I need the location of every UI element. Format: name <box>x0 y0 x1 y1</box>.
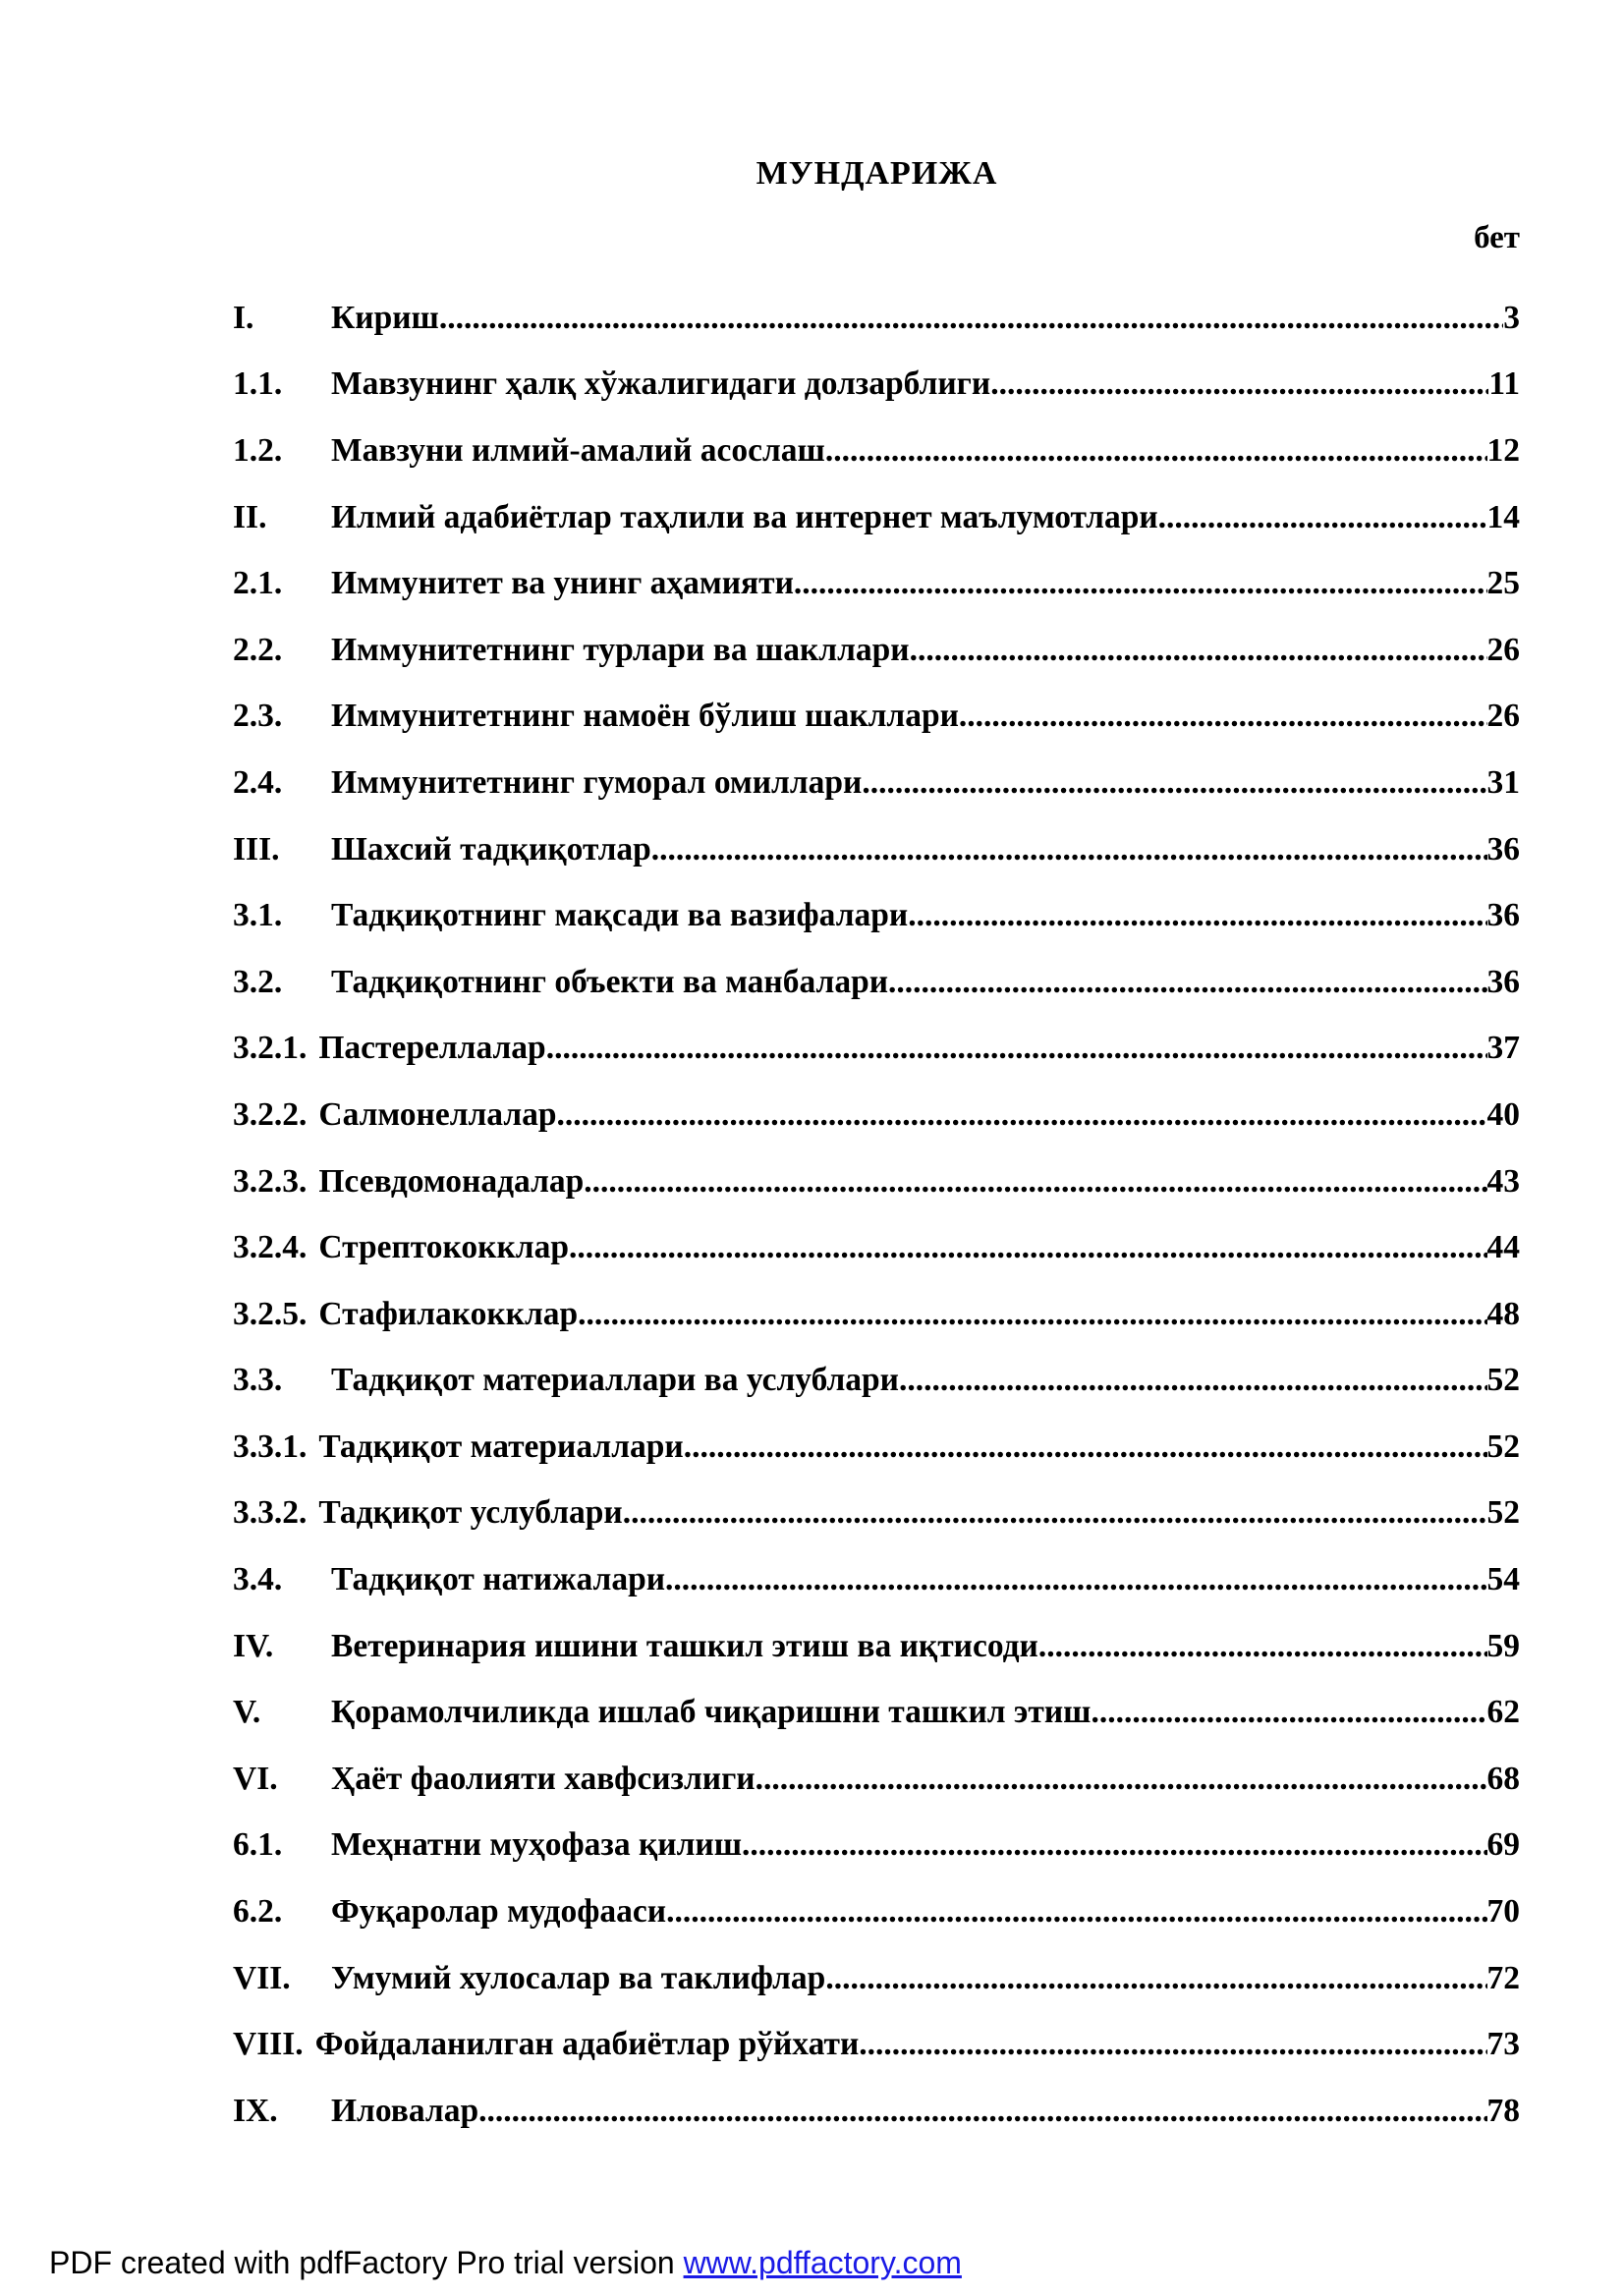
toc-entry-title: Тадқиқот материаллари ва услублари <box>331 1362 899 1399</box>
toc-entry-number: 3.2.4. <box>233 1229 308 1266</box>
toc-dot-leader <box>439 300 1503 337</box>
toc-entry-page: 69 <box>1486 1826 1520 1864</box>
toc-entry[interactable] <box>233 550 1520 617</box>
toc-entry-page: 68 <box>1486 1760 1520 1797</box>
toc-entry[interactable] <box>233 1945 1520 2012</box>
toc-dot-leader <box>825 1960 1486 1997</box>
toc-entry-title: Фуқаролар мудофааси <box>331 1893 667 1931</box>
toc-entry-number: 3.2.1. <box>233 1030 308 1067</box>
toc-entry-number: VII. <box>233 1959 291 1996</box>
toc-entry-title: Иммунитет ва унинг аҳамияти <box>331 565 794 602</box>
toc-entry[interactable] <box>233 1613 1520 1680</box>
toc-dot-leader <box>1158 499 1487 536</box>
toc-entry-title: Тадқиқот натижалари <box>331 1561 666 1598</box>
toc-entry-title: Умумий хулосалар ва таклифлар <box>331 1959 826 1996</box>
toc-dot-leader <box>684 1428 1487 1466</box>
toc-entry-page: 43 <box>1486 1162 1520 1200</box>
toc-entry-title: Кириш <box>331 299 439 336</box>
toc-entry-title: Тадқиқотнинг мақсади ва вазифалари <box>331 897 909 934</box>
toc-dot-leader <box>623 1494 1487 1532</box>
toc-entry[interactable] <box>233 2078 1520 2145</box>
toc-entry-page: 36 <box>1486 830 1520 868</box>
toc-entry-number: 2.1. <box>233 565 283 602</box>
toc-entry-number: VIII. <box>233 2026 304 2063</box>
toc-entry-title: Иммунитетнинг турлари ва шакллари <box>331 631 910 668</box>
toc-entry-page: 31 <box>1486 763 1520 801</box>
toc-entry-page: 72 <box>1486 1959 1520 1996</box>
toc-entry-number: II. <box>233 498 267 535</box>
toc-dot-leader <box>557 1096 1487 1134</box>
toc-dot-leader <box>665 1561 1486 1598</box>
toc-entry-page: 37 <box>1486 1030 1520 1067</box>
toc-entry[interactable] <box>233 1281 1520 1348</box>
toc-entry[interactable] <box>233 617 1520 684</box>
toc-entry-number: 3.1. <box>233 897 283 934</box>
toc-entry[interactable] <box>233 352 1520 419</box>
toc-entry[interactable] <box>233 882 1520 949</box>
toc-entry-page: 52 <box>1486 1494 1520 1532</box>
toc-entry[interactable] <box>233 1679 1520 1746</box>
toc-dot-leader <box>666 1893 1486 1931</box>
footer-text: PDF created with pdfFactory Pro trial version <box>49 2245 684 2280</box>
toc-entry-page: 25 <box>1486 565 1520 602</box>
page-title: МУНДАРИЖА <box>756 155 998 192</box>
toc-entry-page: 14 <box>1486 498 1520 535</box>
toc-entry[interactable] <box>233 1746 1520 1813</box>
toc-entry-page: 70 <box>1486 1893 1520 1931</box>
table-of-contents <box>233 285 1520 2145</box>
toc-entry[interactable] <box>233 418 1520 484</box>
toc-entry-page: 26 <box>1486 631 1520 668</box>
toc-dot-leader <box>990 365 1488 403</box>
toc-dot-leader <box>569 1229 1487 1266</box>
toc-entry-page: 44 <box>1486 1229 1520 1266</box>
toc-entry-title: Ветеринария ишини ташкил этиш ва иқтисоди <box>331 1627 1038 1664</box>
toc-entry-title: Пастереллалар <box>318 1030 546 1067</box>
toc-entry[interactable] <box>233 1546 1520 1613</box>
toc-dot-leader <box>1091 1694 1486 1731</box>
toc-entry-page: 40 <box>1486 1095 1520 1133</box>
toc-dot-leader <box>546 1030 1487 1067</box>
toc-entry-title: Тадқиқот услублари <box>318 1494 623 1532</box>
toc-entry-title: Тадқиқот материаллари <box>318 1428 684 1465</box>
toc-dot-leader <box>899 1362 1487 1399</box>
toc-entry-number: 3.3.1. <box>233 1428 308 1465</box>
toc-entry-title: Қорамолчиликда ишлаб чиқаришни ташкил этиш <box>331 1694 1092 1731</box>
toc-entry-title: Илмий адабиётлар таҳлили ва интернет маълумотлари <box>331 498 1158 535</box>
toc-entry-number: 3.2.3. <box>233 1162 308 1200</box>
toc-entry[interactable] <box>233 285 1520 352</box>
toc-entry[interactable] <box>233 2011 1520 2078</box>
toc-entry-number: 1.1. <box>233 365 283 403</box>
toc-entry[interactable] <box>233 1481 1520 1547</box>
toc-entry[interactable] <box>233 1214 1520 1281</box>
toc-entry[interactable] <box>233 1148 1520 1215</box>
toc-entry-page: 36 <box>1486 897 1520 934</box>
toc-entry-page: 59 <box>1486 1627 1520 1664</box>
toc-entry-number: 6.1. <box>233 1826 283 1864</box>
toc-entry-title: Псевдомонадалар <box>318 1162 585 1200</box>
toc-entry-number: 3.3.2. <box>233 1494 308 1532</box>
toc-entry[interactable] <box>233 1348 1520 1415</box>
toc-dot-leader <box>825 432 1487 470</box>
toc-entry-number: III. <box>233 830 280 868</box>
toc-entry-number: 2.4. <box>233 763 283 801</box>
toc-entry-number: 3.2. <box>233 963 283 1000</box>
toc-entry-title: Стафилакокклар <box>318 1295 579 1332</box>
toc-entry-page: 11 <box>1488 365 1520 403</box>
toc-entry-page: 73 <box>1486 2026 1520 2063</box>
toc-dot-leader <box>756 1761 1487 1798</box>
toc-entry[interactable] <box>233 684 1520 751</box>
toc-entry[interactable] <box>233 949 1520 1016</box>
page-column-label: бет <box>1474 220 1520 255</box>
toc-entry[interactable] <box>233 1082 1520 1148</box>
footer-link[interactable]: www.pdffactory.com <box>683 2245 962 2280</box>
toc-entry-title: Шахсий тадқиқотлар <box>331 830 651 868</box>
toc-dot-leader <box>578 1296 1486 1333</box>
toc-entry-title: Салмонеллалар <box>318 1095 557 1133</box>
toc-entry-number: 3.2.2. <box>233 1095 308 1133</box>
toc-entry-number: IV. <box>233 1627 274 1664</box>
toc-dot-leader <box>862 764 1486 802</box>
toc-dot-leader <box>959 698 1487 735</box>
toc-entry[interactable] <box>233 1016 1520 1083</box>
toc-entry[interactable] <box>233 1414 1520 1481</box>
toc-entry-number: 2.2. <box>233 631 283 668</box>
toc-entry-page: 52 <box>1486 1428 1520 1465</box>
toc-entry[interactable] <box>233 484 1520 551</box>
toc-entry-title: Тадқиқотнинг объекти ва манбалари <box>331 963 888 1000</box>
toc-entry-page: 26 <box>1486 698 1520 735</box>
toc-entry-number: 1.2. <box>233 431 283 469</box>
toc-entry[interactable] <box>233 1878 1520 1945</box>
toc-entry-page: 54 <box>1486 1561 1520 1598</box>
toc-dot-leader <box>584 1163 1486 1201</box>
toc-entry-title: Иммунитетнинг гуморал омиллари <box>331 763 863 801</box>
pdf-footer <box>49 2245 962 2281</box>
toc-dot-leader <box>478 2093 1486 2130</box>
toc-entry-number: VI. <box>233 1760 278 1797</box>
toc-entry-number: 3.2.5. <box>233 1295 308 1332</box>
toc-entry-title: Меҳнатни муҳофаза қилиш <box>331 1826 742 1864</box>
toc-entry-number: 3.4. <box>233 1561 283 1598</box>
toc-dot-leader <box>859 2026 1486 2063</box>
toc-entry-number: I. <box>233 299 254 336</box>
toc-entry-title: Иммунитетнинг намоён бўлиш шакллари <box>331 698 959 735</box>
toc-entry-title: Ҳаёт фаолияти хавфсизлиги <box>331 1760 756 1797</box>
toc-entry-page: 36 <box>1486 963 1520 1000</box>
toc-dot-leader <box>888 964 1487 1001</box>
toc-entry-page: 52 <box>1486 1362 1520 1399</box>
toc-entry-number: 6.2. <box>233 1893 283 1931</box>
toc-entry-title: Мавзунинг ҳалқ хўжалигидаги долзарблиги <box>331 365 991 403</box>
toc-dot-leader <box>742 1826 1487 1864</box>
toc-entry[interactable] <box>233 1813 1520 1879</box>
toc-dot-leader <box>908 897 1486 934</box>
toc-entry-title: Иловалар <box>331 2092 479 2129</box>
toc-entry-number: V. <box>233 1694 261 1731</box>
toc-entry-title: Стрептококклар <box>318 1229 569 1266</box>
toc-dot-leader <box>651 831 1487 868</box>
toc-entry-number: 2.3. <box>233 698 283 735</box>
toc-entry-page: 12 <box>1486 431 1520 469</box>
toc-entry-page: 62 <box>1486 1694 1520 1731</box>
toc-dot-leader <box>910 632 1487 669</box>
toc-entry-page: 3 <box>1503 299 1520 336</box>
toc-entry-page: 78 <box>1486 2092 1520 2129</box>
toc-entry-number: IX. <box>233 2092 278 2129</box>
toc-entry[interactable] <box>233 750 1520 816</box>
toc-entry[interactable] <box>233 816 1520 883</box>
toc-entry-title: Фойдаланилган адабиётлар рўйхати <box>314 2026 860 2063</box>
toc-entry-page: 48 <box>1486 1295 1520 1332</box>
toc-dot-leader <box>1038 1628 1487 1665</box>
toc-entry-number: 3.3. <box>233 1362 283 1399</box>
toc-entry-title: Мавзуни илмий-амалий асослаш <box>331 431 825 469</box>
toc-dot-leader <box>794 565 1487 602</box>
